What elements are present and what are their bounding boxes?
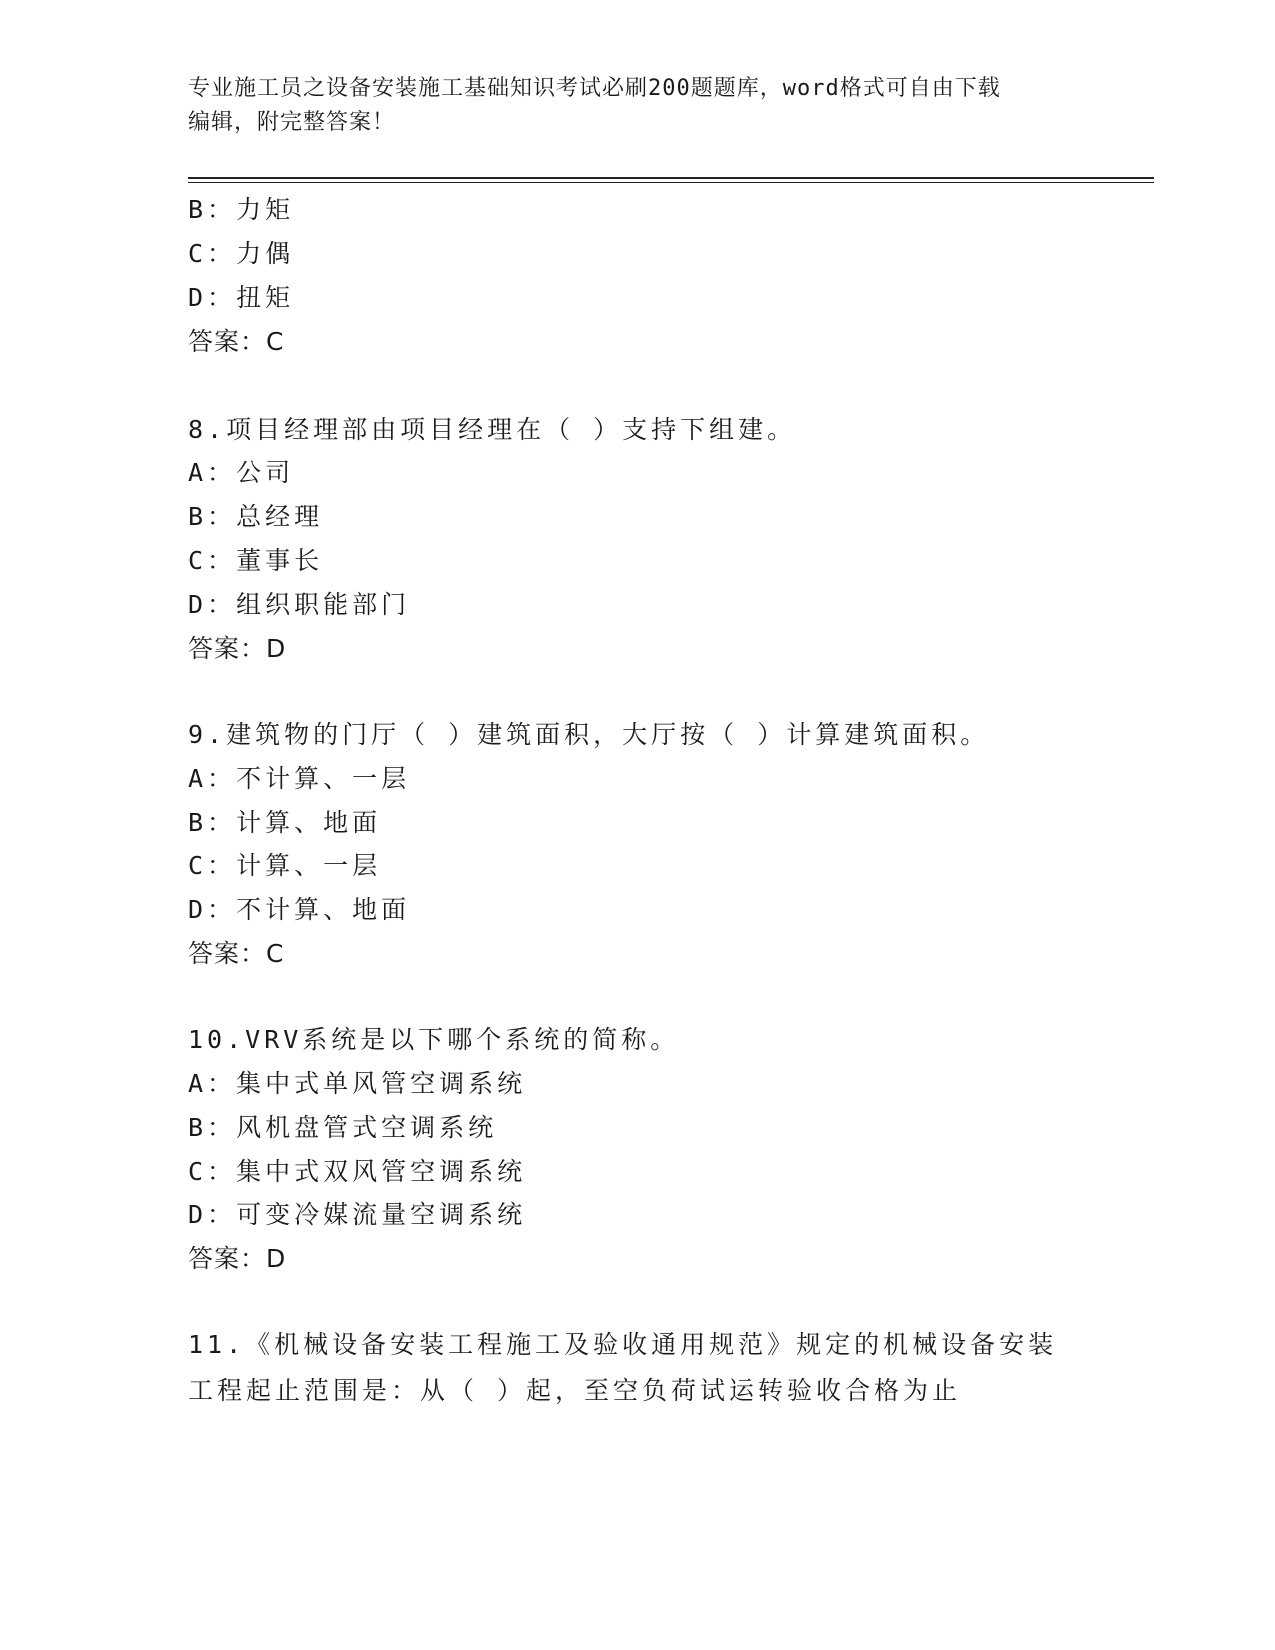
option-d [188, 893, 410, 927]
option-text: 公司 [236, 458, 295, 487]
answer: 答案：C [188, 327, 285, 356]
option-d [188, 281, 294, 315]
option-text: 集中式双风管空调系统 [236, 1157, 527, 1186]
option-label: B： [188, 808, 237, 837]
question-stem: 11.《机械设备安装工程施工及验收通用规范》规定的机械设备安装工程起止范围是：从（ ）起，至空负荷试运转验收合格为止 [188, 1330, 1058, 1405]
option-label: C： [188, 1157, 237, 1186]
question-stem: 8.项目经理部由项目经理在（ ）支持下组建。 [188, 415, 797, 444]
option-text: 计算、一层 [236, 851, 382, 880]
header-line-1: 专业施工员之设备安装施工基础知识考试必刷200题题库，word格式可自由下载 [188, 76, 1001, 101]
option-text: 扭矩 [236, 283, 295, 312]
option-text: 组织职能部门 [236, 590, 411, 619]
answer: 答案：D [188, 1244, 287, 1273]
header-divider-thin [188, 182, 1154, 183]
option-text: 董事长 [236, 546, 324, 575]
option-c [188, 1155, 526, 1189]
header-line-2: 编辑，附完整答案！ [188, 110, 396, 135]
option-a [188, 1067, 526, 1101]
option-b [188, 1111, 497, 1145]
option-label: D： [188, 590, 237, 619]
option-label: A： [188, 1069, 237, 1098]
document-header [188, 72, 1068, 140]
option-text: 集中式单风管空调系统 [236, 1069, 527, 1098]
option-text: 力矩 [236, 195, 295, 224]
option-label: C： [188, 851, 237, 880]
option-c [188, 849, 381, 883]
option-label: D： [188, 895, 237, 924]
option-text: 力偶 [236, 239, 295, 268]
option-label: B： [188, 195, 237, 224]
option-d [188, 588, 410, 622]
option-text: 计算、地面 [236, 808, 382, 837]
option-label: A： [188, 458, 237, 487]
question-stem: 10.VRV系统是以下哪个系统的简称。 [188, 1025, 680, 1054]
option-c [188, 544, 323, 578]
option-a [188, 762, 410, 796]
answer: 答案：D [188, 634, 287, 663]
option-label: C： [188, 546, 237, 575]
option-text: 不计算、一层 [236, 764, 411, 793]
answer: 答案：C [188, 939, 285, 968]
option-label: D： [188, 1200, 237, 1229]
option-text: 可变冷媒流量空调系统 [236, 1200, 527, 1229]
option-label: D： [188, 283, 237, 312]
option-text: 总经理 [236, 502, 324, 531]
option-text: 风机盘管式空调系统 [236, 1113, 498, 1142]
option-b [188, 193, 294, 227]
option-a [188, 456, 294, 490]
option-label: B： [188, 1113, 237, 1142]
option-label: A： [188, 764, 237, 793]
option-label: C： [188, 239, 237, 268]
option-d [188, 1198, 526, 1232]
option-c [188, 237, 294, 271]
option-label: B： [188, 502, 237, 531]
option-b [188, 500, 323, 534]
option-text: 不计算、地面 [236, 895, 411, 924]
header-divider-thick [188, 177, 1154, 179]
option-b [188, 806, 381, 840]
question-stem: 9.建筑物的门厅（ ）建筑面积，大厅按（ ）计算建筑面积。 [188, 720, 990, 749]
